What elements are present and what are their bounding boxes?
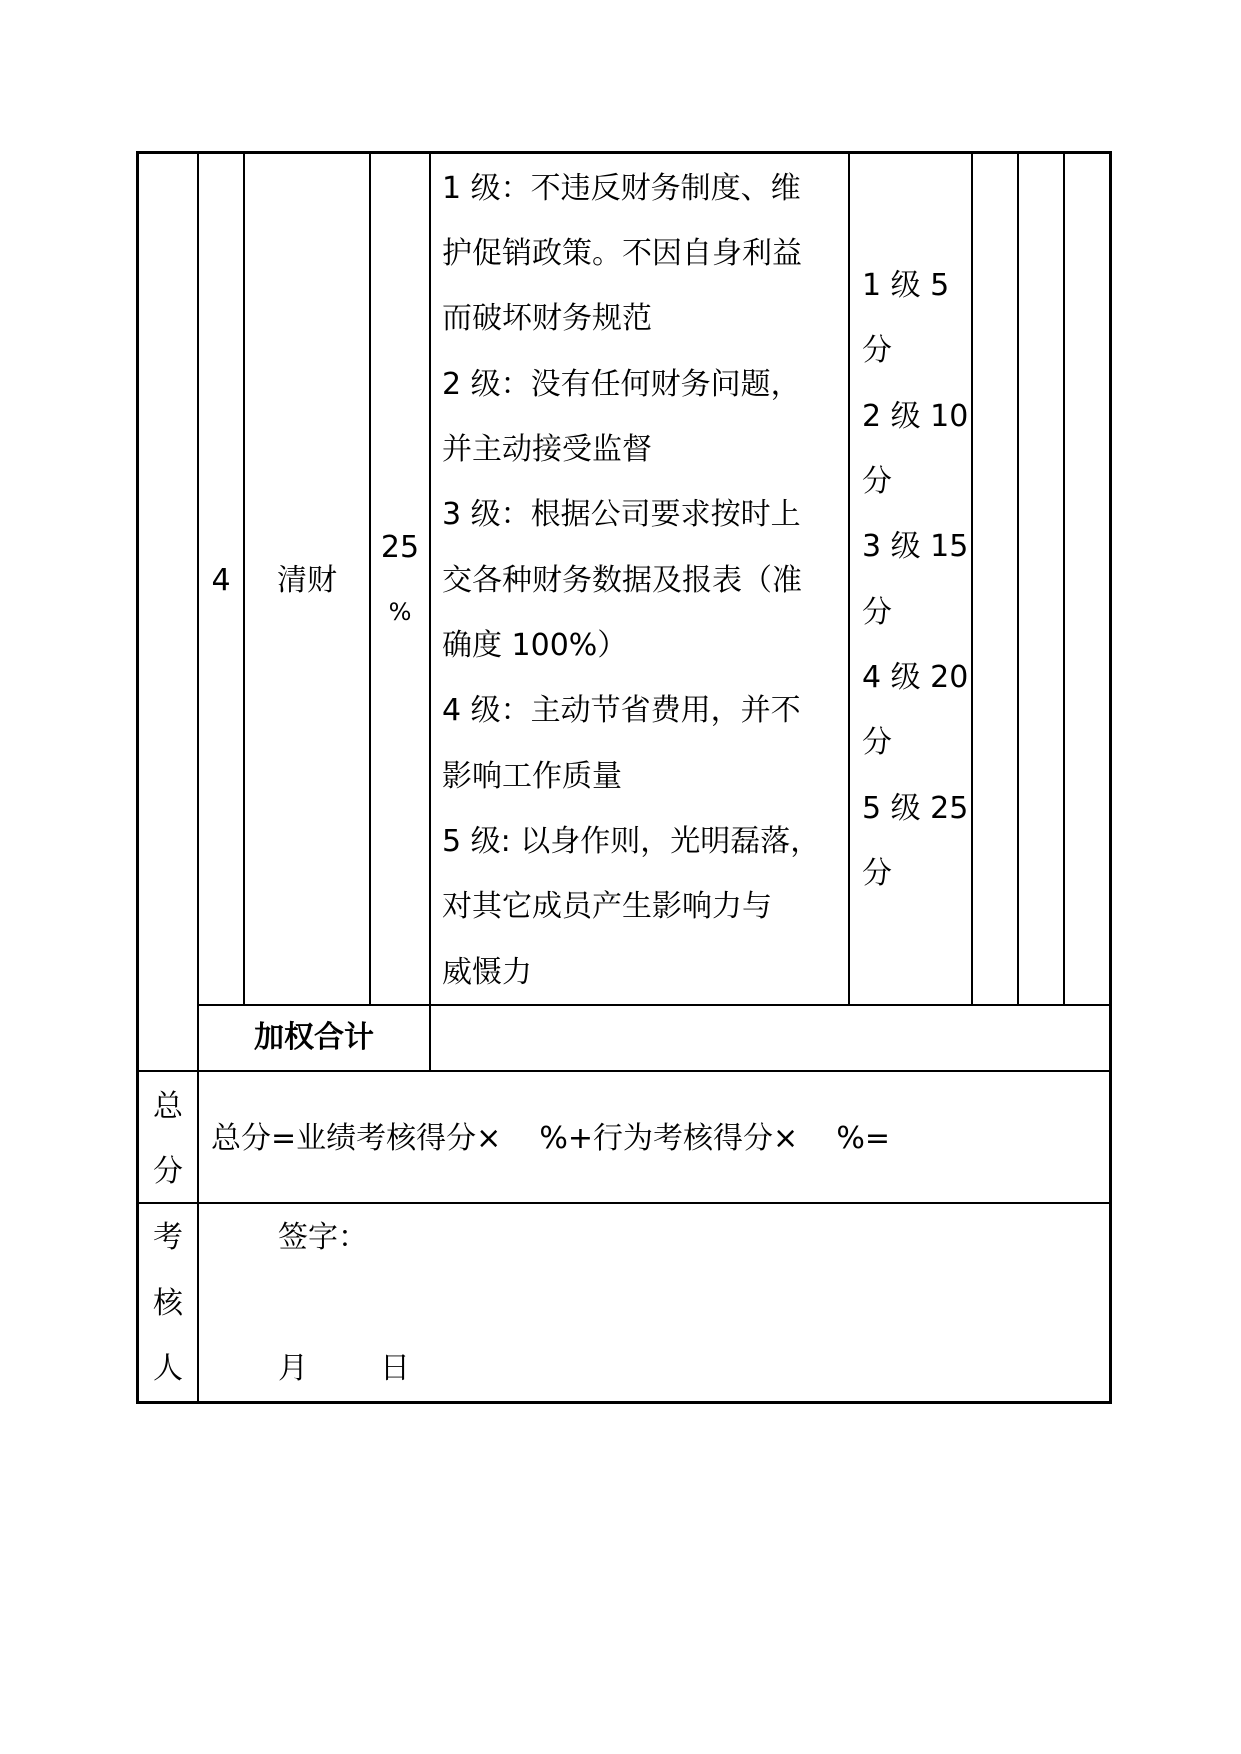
row4-divider-weight xyxy=(429,151,431,1072)
signature-label: 签字： xyxy=(278,1220,368,1255)
criteria-line: 而破坏财务规范 xyxy=(442,301,652,336)
criteria-line: 对其它成员产生影响力与 xyxy=(442,889,772,924)
row4-divider-score xyxy=(971,151,973,1006)
assessor-label-char: 人 xyxy=(153,1351,183,1386)
row4-weight-number: 25 xyxy=(380,530,420,565)
criteria-line: 护促销政策。不因自身利益 xyxy=(442,236,802,271)
score-line: 分 xyxy=(862,725,892,760)
row4-divider-blank-1 xyxy=(1017,151,1019,1006)
criteria-line: 交各种财务数据及报表（准 xyxy=(442,563,802,598)
month-label: 月 xyxy=(278,1351,308,1386)
criteria-line: 4 级：主动节省费用，并不 xyxy=(442,693,801,728)
score-line: 3 级 15 xyxy=(862,529,969,564)
score-line: 5 级 25 xyxy=(862,791,969,826)
criteria-line: 确度 100%） xyxy=(442,628,628,663)
total-score-label-char: 总 xyxy=(153,1089,183,1124)
row4-index: 4 xyxy=(211,563,231,598)
total-score-bottom-divider xyxy=(136,1202,1112,1204)
table-bottom-border xyxy=(136,1401,1112,1404)
row4-divider-criteria xyxy=(848,151,850,1006)
weighted-total-bottom-divider xyxy=(136,1070,1112,1072)
score-line: 分 xyxy=(862,856,892,891)
score-line: 分 xyxy=(862,333,892,368)
score-line: 分 xyxy=(862,595,892,630)
row4-item-name: 清财 xyxy=(277,563,337,598)
criteria-line: 并主动接受监督 xyxy=(442,432,652,467)
day-label: 日 xyxy=(380,1351,410,1386)
table-right-border xyxy=(1109,151,1112,1404)
label-column-divider xyxy=(197,151,199,1404)
assessor-label-char: 核 xyxy=(153,1286,183,1321)
criteria-line: 影响工作质量 xyxy=(442,759,622,794)
criteria-line: 1 级：不违反财务制度、维 xyxy=(442,171,801,206)
score-line: 4 级 20 xyxy=(862,660,969,695)
total-score-label-char: 分 xyxy=(153,1154,183,1189)
table-top-border xyxy=(136,151,1112,154)
score-line: 2 级 10 xyxy=(862,399,969,434)
score-line: 分 xyxy=(862,464,892,499)
weighted-total-label: 加权合计 xyxy=(254,1020,374,1055)
total-score-formula: 总分=业绩考核得分× %+行为考核得分× %= xyxy=(211,1121,890,1156)
row4-weight-percent: % xyxy=(388,598,412,626)
criteria-line: 3 级：根据公司要求按时上 xyxy=(442,497,801,532)
criteria-line: 2 级：没有任何财务问题， xyxy=(442,367,801,402)
score-line: 1 级 5 xyxy=(862,268,950,303)
criteria-line: 威慑力 xyxy=(442,955,532,990)
criteria-line: 5 级: 以身作则，光明磊落， xyxy=(442,824,821,859)
assessor-label-char: 考 xyxy=(153,1220,183,1255)
row4-divider-blank-2 xyxy=(1063,151,1065,1006)
